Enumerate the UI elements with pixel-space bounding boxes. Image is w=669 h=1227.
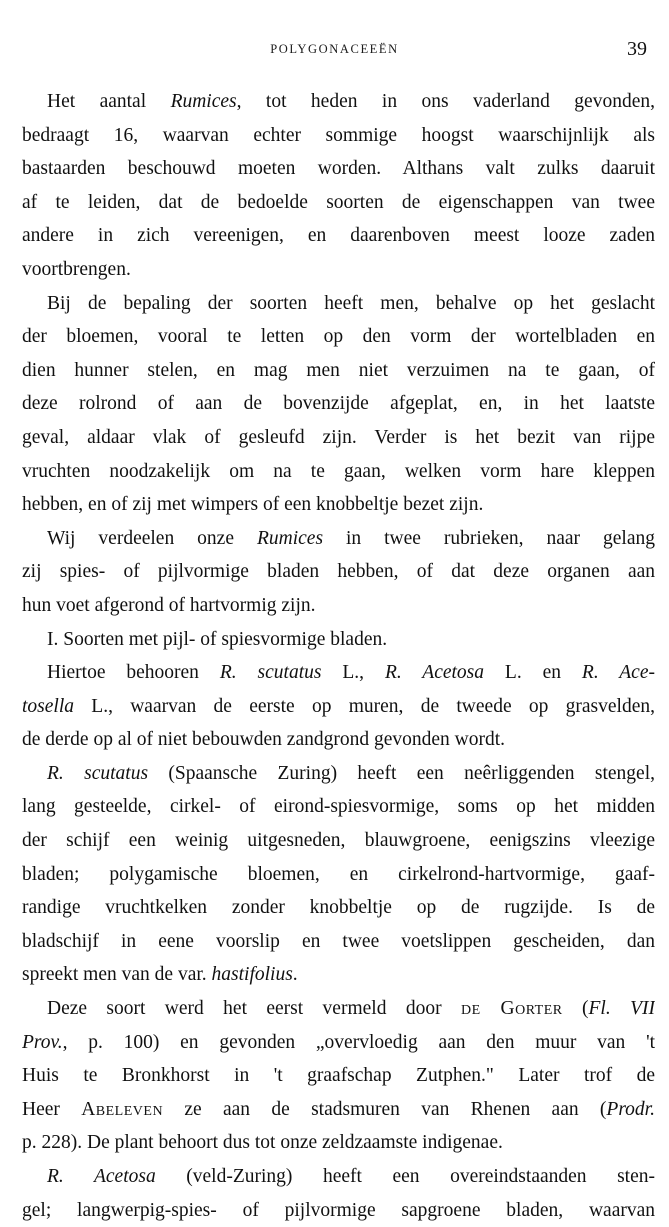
taxon-name: R. scutatus (47, 762, 149, 784)
citation-title: Prodr. (606, 1098, 655, 1120)
taxon-name: R. Acetosa (384, 662, 485, 684)
text-line: af te leiden, dat de bedoelde soorten de eigenschappen van twee (22, 191, 655, 213)
taxon-name: R. scutatus (219, 662, 322, 684)
taxon-name: tosella (22, 695, 74, 717)
author-name: de Gorter (460, 998, 563, 1020)
section-heading: I. Soorten met pijl- of spiesvormige bladen. (47, 628, 388, 650)
taxon-name: R. Ace- (581, 662, 655, 684)
text-line: Huis te Bronkhorst in 't graafschap Zutphen." Later trof de (22, 1065, 655, 1087)
taxon-name: hastifolius (211, 964, 293, 986)
text-line: Bij de bepaling der soorten heeft men, behalve op het geslacht (47, 292, 655, 314)
text-line: bladschijf in eene voorslip en twee voetslippen gescheiden, dan (22, 930, 655, 952)
taxon-name: Rumices (170, 91, 237, 112)
text-line: zij spies- of pijlvormige bladen hebben, of dat deze organen aan (22, 561, 655, 583)
text-line: Prov., p. 100) en gevonden „overvloedig aan den muur van 't (22, 1031, 655, 1053)
text-line: de derde op al of niet bebouwden zandgrond gevonden wordt. (22, 729, 506, 751)
text-line: dien hunner stelen, en mag men niet verzuimen na te gaan, of (22, 359, 655, 381)
text-line: Deze soort werd het eerst vermeld door de Gorter (Fl. VII (47, 998, 655, 1020)
text-line: Heer Abeleven ze aan de stadsmuren van Rhenen aan (Prodr. (22, 1098, 655, 1120)
text-line: spreekt men van de var. hastifolius. (22, 964, 298, 986)
text-line: gel; langwerpig-spies- of pijlvormige sapgroene bladen, waarvan (22, 1199, 655, 1221)
text-line: Het aantal Rumices, tot heden in ons vaderland gevonden, (47, 91, 655, 112)
text-line: hebben, en of zij met wimpers of een knobbeltje bezet zijn. (22, 494, 484, 516)
text-line: bladen; polygamische bloemen, en cirkelrond-hartvormige, gaaf- (22, 863, 655, 885)
text-line: R. scutatus (Spaansche Zuring) heeft een neêrliggenden stengel, (47, 762, 655, 784)
running-head (22, 38, 647, 62)
running-title: POLYGONACEEËN (270, 42, 399, 56)
text-line: randige vruchtkelken zonder knobbeltje op de rugzijde. Is de (22, 897, 655, 919)
text-line: der schijf een weinig uitgesneden, blauwgroene, eenigszins vleezige (22, 830, 655, 852)
text-line: hun voet afgerond of hartvormig zijn. (22, 594, 316, 616)
text-line: voortbrengen. (22, 258, 131, 280)
body-text (22, 85, 655, 1227)
taxon-name: Rumices (256, 527, 324, 549)
taxon-name: R. Acetosa (47, 1166, 156, 1187)
text-line: Wij verdeelen onze Rumices in twee rubrieken, naar gelang (47, 527, 655, 549)
text-line: der bloemen, vooral te letten op den vorm der wortelbladen en (22, 326, 655, 348)
text-line: geval, aldaar vlak of gesleufd zijn. Verder is het bezit van rijpe (22, 426, 655, 448)
text-line: bastaarden beschouwd moeten worden. Althans valt zulks daaruit (22, 158, 655, 180)
text-line: vruchten noodzakelijk om na te gaan, welken vorm hare kleppen (22, 460, 655, 482)
citation-title: Fl. VII (588, 998, 655, 1020)
text-line: R. Acetosa (veld-Zuring) heeft een overeindstaanden sten- (47, 1166, 655, 1187)
text-line: p. 228). De plant behoort dus tot onze zeldzaamste indigenae. (22, 1132, 503, 1154)
page-number: 39 (627, 38, 647, 60)
text-line: bedraagt 16, waarvan echter sommige hoogst waarschijnlijk als (22, 124, 655, 146)
text-line: Hiertoe behooren R. scutatus L., R. Acetosa L. en R. Ace- (47, 662, 655, 684)
text-line: lang gesteelde, cirkel- of eirond-spiesvormige, soms op het midden (22, 796, 655, 818)
citation-title: Prov. (22, 1031, 63, 1053)
text-line: deze rolrond of aan de bovenzijde afgeplat, en, in het laatste (22, 393, 655, 415)
text-line: andere in zich vereenigen, en daarenboven meest looze zaden (22, 225, 655, 247)
author-name: Abeleven (81, 1098, 164, 1120)
text-line: tosella L., waarvan de eerste op muren, de tweede op grasvelden, (22, 695, 655, 717)
